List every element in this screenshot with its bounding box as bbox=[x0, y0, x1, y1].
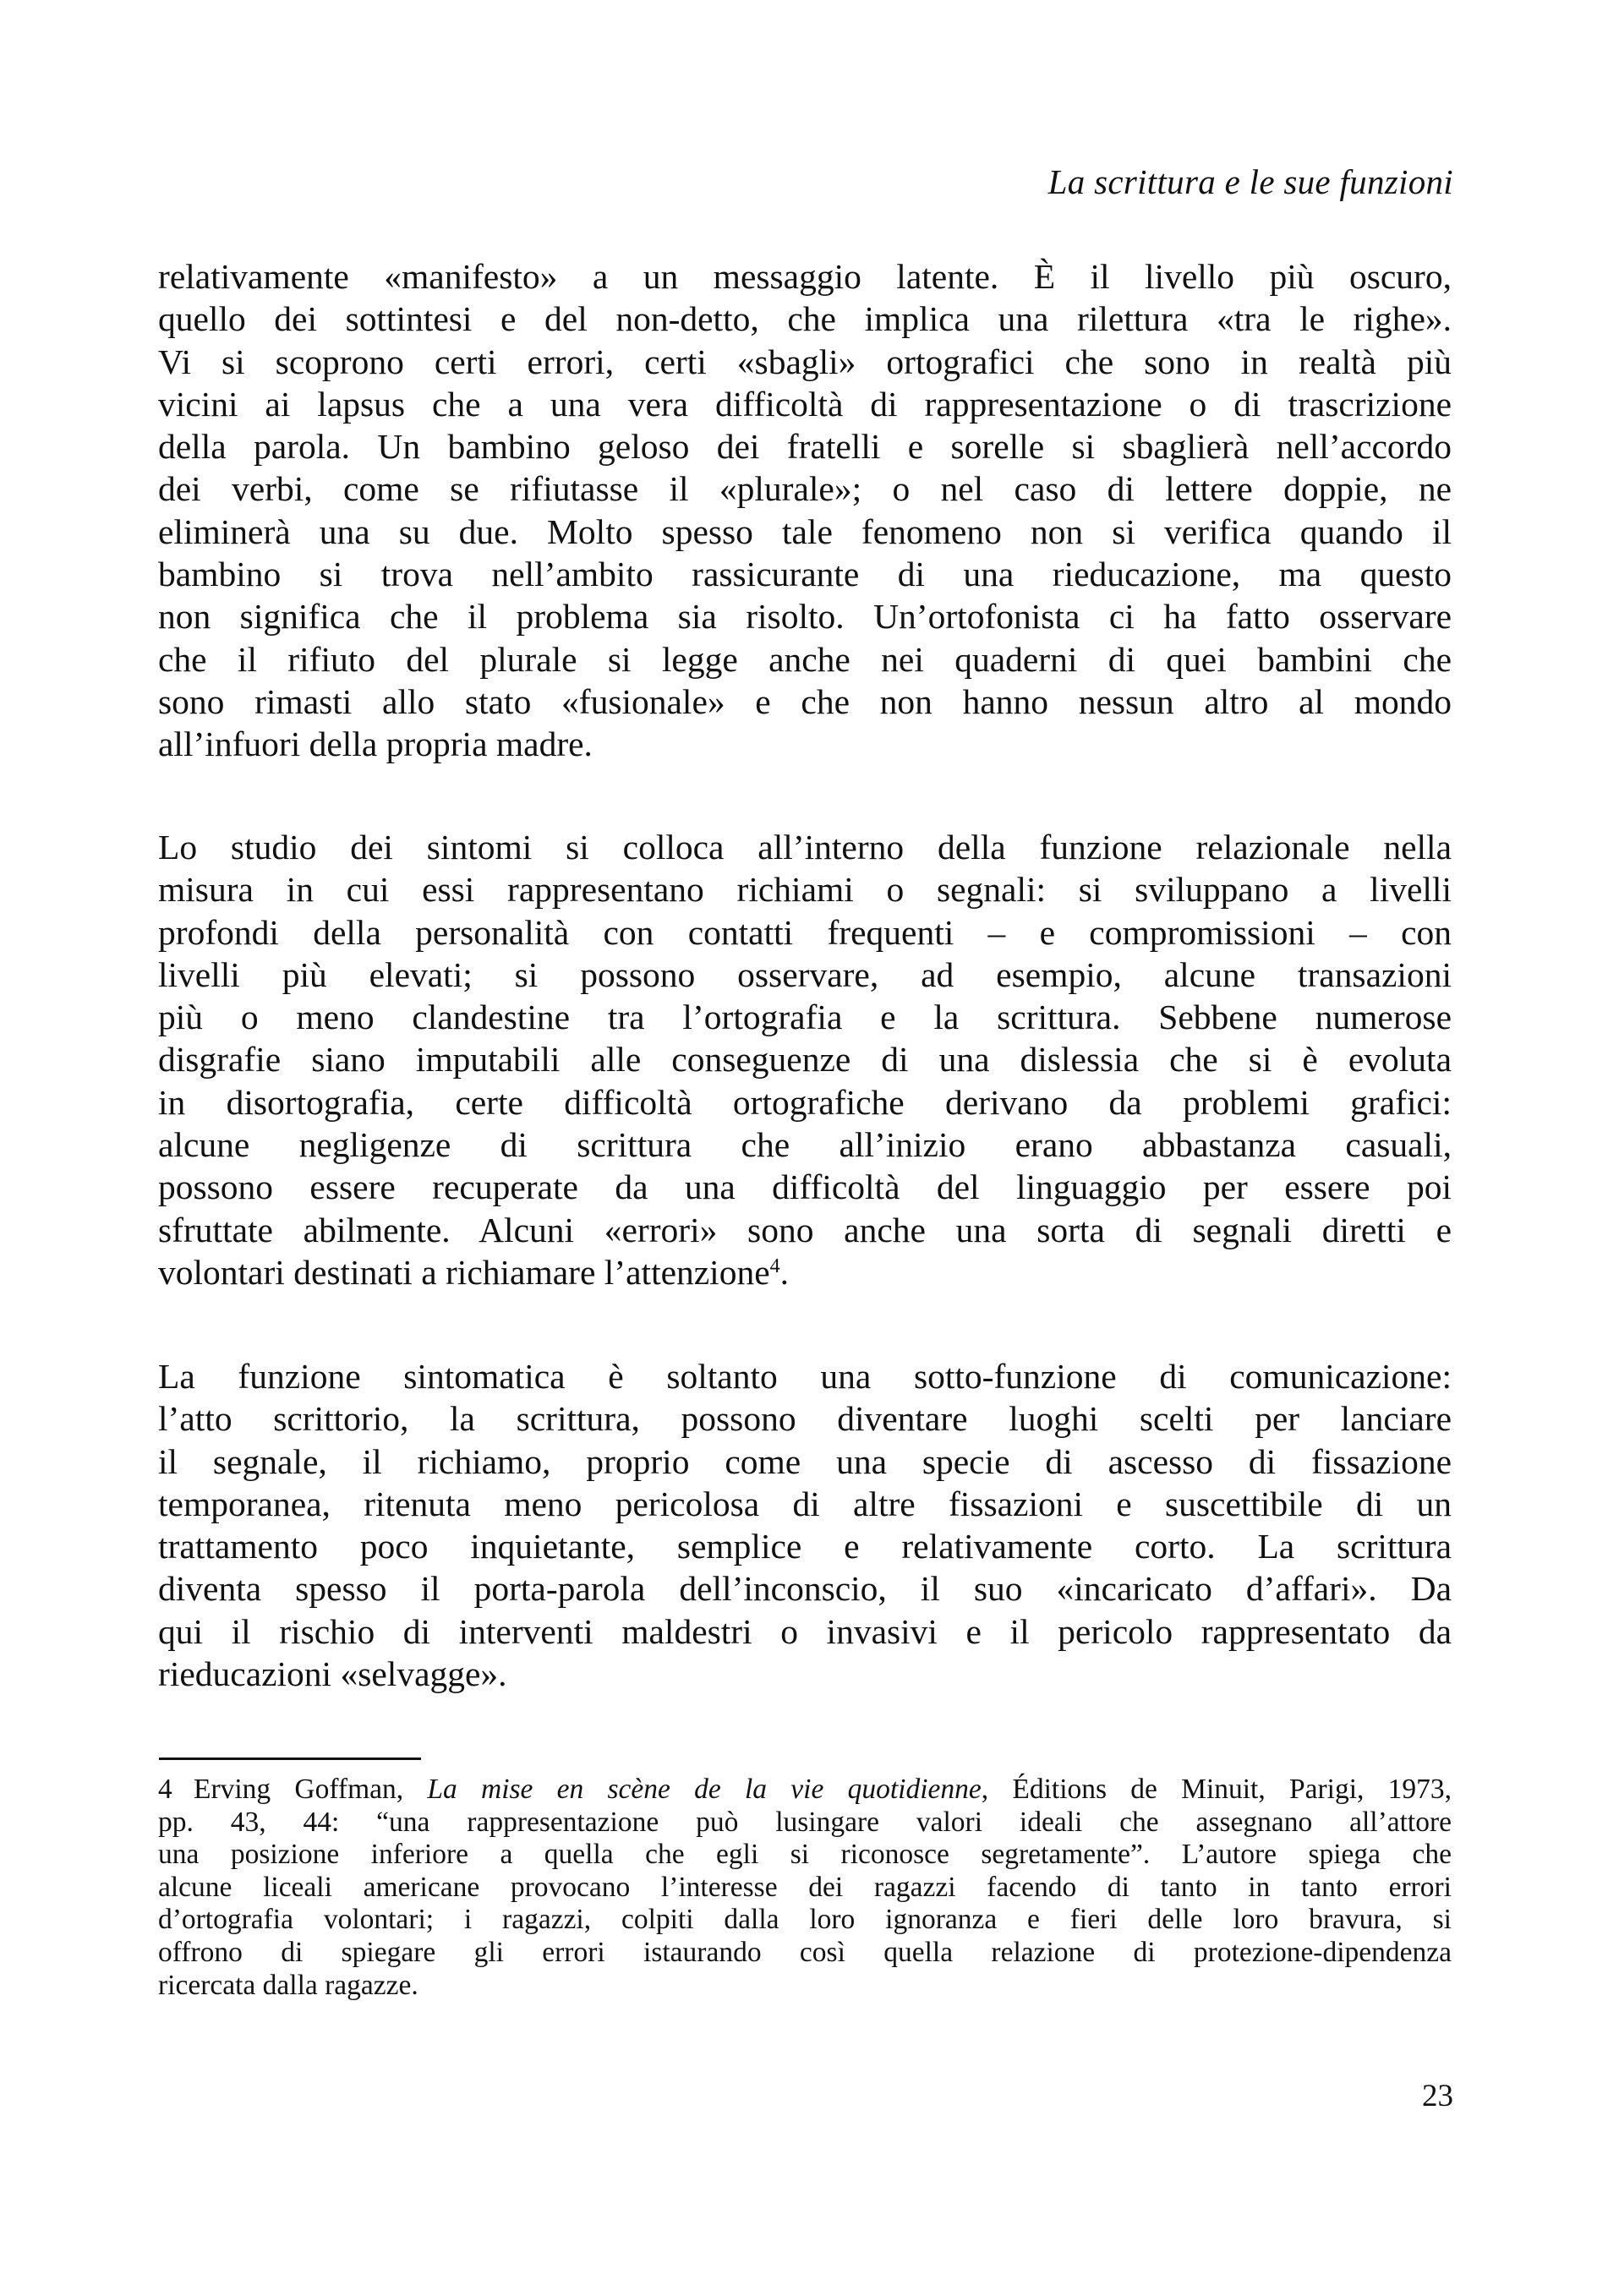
paragraph-2 bbox=[158, 826, 1452, 1293]
footnote-reference[interactable]: 4 bbox=[769, 1255, 780, 1277]
text-segment: . bbox=[779, 1252, 790, 1292]
text-line: livelli più elevati; si possono osservare, ad esempio, alcune transazioni bbox=[158, 954, 1452, 994]
footnote-publication: , Éditions de Minuit, Parigi, 1973, bbox=[981, 1774, 1452, 1805]
text-line: sfruttate abilmente. Alcuni «errori» sono anche una sorta di segnali diretti e bbox=[158, 1210, 1452, 1249]
footnote-number: 4 bbox=[158, 1774, 172, 1805]
text-line: l’atto scrittorio, la scrittura, possono diventare luoghi scelti per lanciare bbox=[158, 1399, 1452, 1439]
paragraph-1 bbox=[158, 255, 1452, 766]
text-line: più o meno clandestine tra l’ortografia e la scrittura. Sebbene numerose bbox=[158, 998, 1452, 1037]
text-line: il segnale, il richiamo, proprio come una specie di ascesso di fissazione bbox=[158, 1441, 1452, 1481]
text-line: relativamente «manifesto» a un messaggio latente. È il livello più oscuro, bbox=[158, 257, 1452, 296]
text-line: misura in cui essi rappresentano richiami o segnali: si sviluppano a livelli bbox=[158, 870, 1452, 910]
page-number: 23 bbox=[1422, 2079, 1453, 2113]
text-line: trattamento poco inquietante, semplice e relativamente corto. La scrittura bbox=[158, 1527, 1452, 1566]
text-line: vicini ai lapsus che a una vera difficoltà di rappresentazione o di trascrizione bbox=[158, 384, 1452, 424]
text-line: in disortografia, certe difficoltà ortografiche derivano da problemi grafici: bbox=[158, 1082, 1452, 1122]
footnote-line: alcune liceali americane provocano l’interesse dei ragazzi facendo di tanto in tanto errori bbox=[158, 1871, 1452, 1903]
text-line: possono essere recuperate da una difficoltà del linguaggio per essere poi bbox=[158, 1167, 1452, 1207]
paragraph-3 bbox=[158, 1355, 1452, 1695]
footnote-separator-rule bbox=[159, 1758, 421, 1760]
text-line: disgrafie siano imputabili alle conseguenze di una dislessia che si è evoluta bbox=[158, 1040, 1452, 1080]
footnote-book-title: La mise en scène de la vie quotidienne bbox=[427, 1774, 982, 1805]
text-line: che il rifiuto del plurale si legge anche nei quaderni di quei bambini che bbox=[158, 639, 1452, 679]
footnote-line: ricercata dalla ragazze. bbox=[158, 1969, 418, 2001]
text-line: temporanea, ritenuta meno pericolosa di altre fissazioni e suscettibile di un bbox=[158, 1484, 1452, 1523]
text-line: della parola. Un bambino geloso dei fratelli e sorelle si sbaglierà nell’accordo bbox=[158, 427, 1452, 467]
text-line: sono rimasti allo stato «fusionale» e che non hanno nessun altro al mondo bbox=[158, 681, 1452, 721]
text-line-with-footnote bbox=[158, 1251, 1452, 1293]
text-line: Lo studio dei sintomi si colloca all’interno della funzione relazionale nella bbox=[158, 828, 1452, 866]
text-line: La funzione sintomatica è soltanto una sotto-funzione di comunicazione: bbox=[158, 1357, 1452, 1396]
text-line: non significa che il problema sia risolto. Un’ortofonista ci ha fatto osservare bbox=[158, 597, 1452, 637]
text-line: quello dei sottintesi e del non-detto, che implica una rilettura «tra le righe». bbox=[158, 299, 1452, 339]
text-line: all’infuori della propria madre. bbox=[158, 724, 593, 764]
footnote-author: Erving Goffman, bbox=[194, 1774, 428, 1805]
text-line: bambino si trova nell’ambito rassicurante di una rieducazione, ma questo bbox=[158, 555, 1452, 594]
text-line: diventa spesso il porta-parola dell’inconscio, il suo «incaricato d’affari». Da bbox=[158, 1569, 1452, 1609]
footnote-line: una posizione inferiore a quella che egli si riconosce segretamente”. L’autore spiega che bbox=[158, 1839, 1452, 1871]
text-line: profondi della personalità con contatti frequenti – e compromissioni – con bbox=[158, 912, 1452, 952]
footnote-4 bbox=[158, 1774, 1452, 2002]
text-line: qui il rischio di interventi maldestri o invasivi e il pericolo rappresentato da bbox=[158, 1611, 1452, 1651]
text-line: dei verbi, come se rifiutasse il «plurale»; o nel caso di lettere doppie, ne bbox=[158, 469, 1452, 509]
text-line: Vi si scoprono certi errori, certi «sbagli» ortografici che sono in realtà più bbox=[158, 342, 1452, 381]
text-segment: volontari destinati a richiamare l’attenzione bbox=[158, 1252, 770, 1292]
footnote-first-line bbox=[158, 1774, 1452, 1807]
text-line: rieducazioni «selvagge». bbox=[158, 1654, 507, 1694]
text-line: eliminerà una su due. Molto spesso tale fenomeno non si verifica quando il bbox=[158, 511, 1452, 551]
footnote-line: pp. 43, 44: “una rappresentazione può lusingare valori ideali che assegnano all’attore bbox=[158, 1806, 1452, 1838]
footnote-line: d’ortografia volontari; i ragazzi, colpiti dalla loro ignoranza e fieri delle loro bravura, si bbox=[158, 1904, 1452, 1936]
footnote-line: offrono di spiegare gli errori istaurando così quella relazione di protezione-dipendenza bbox=[158, 1936, 1452, 1968]
running-head: La scrittura e le sue funzioni bbox=[1047, 162, 1453, 201]
text-line: alcune negligenze di scrittura che all’inizio erano abbastanza casuali, bbox=[158, 1125, 1452, 1165]
